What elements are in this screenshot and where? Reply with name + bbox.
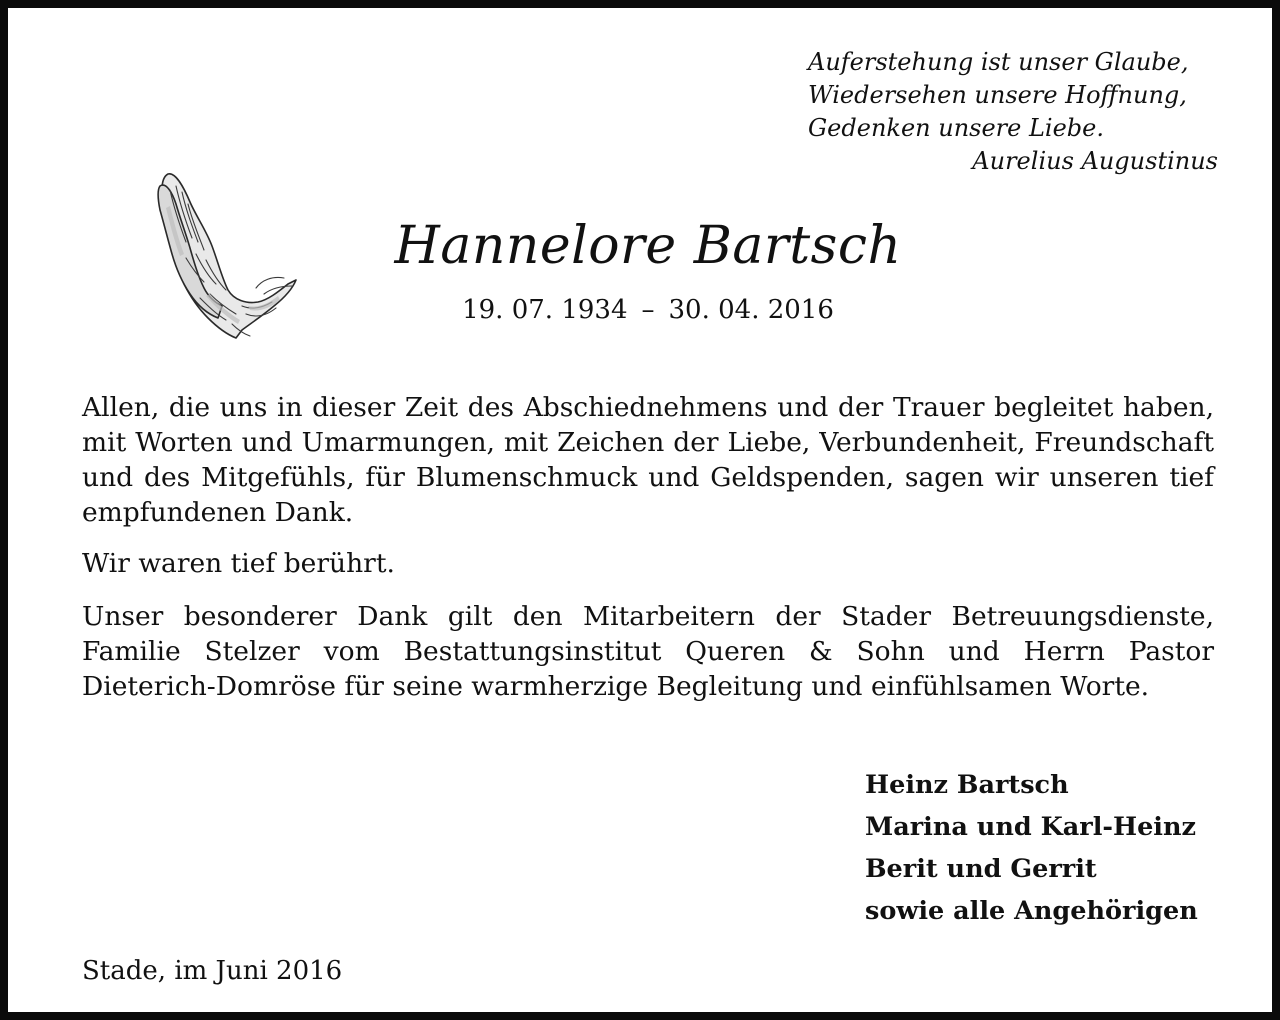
quote-line: Gedenken unsere Liebe. <box>808 114 1104 142</box>
deceased-name: Hannelore Bartsch <box>394 216 902 276</box>
date-separator: – <box>641 295 655 325</box>
special-thanks-paragraph: Unser besonderer Dank gilt den Mitarbeitern der Stader Betreuungsdienste, Familie Stelzer vom Bestattungsinstitut Queren & Sohn und Herrn Pastor Dieterich-Domröse für seine warmherzige Begleitung und einfühlsamen Worte. <box>82 601 1214 702</box>
signer: Heinz Bartsch <box>865 770 1069 800</box>
quote-line: Auferstehung ist unser Glaube, <box>808 48 1189 76</box>
thanks-paragraph: Allen, die uns in dieser Zeit des Abschiednehmens und der Trauer begleitet haben, mit Worten und Umarmungen, mit Zeichen der Liebe, Verbundenheit, Freundschaft und des Mitgefühls, für Blumenschmuck und Geldspenden, sagen wir unseren tief empfundenen Dank. <box>82 392 1214 528</box>
signer: sowie alle Angehörigen <box>865 896 1198 926</box>
signer: Marina und Karl-Heinz <box>865 812 1197 842</box>
touched-paragraph: Wir waren tief berührt. <box>82 548 395 579</box>
quote-author: Aurelius Augustinus <box>972 147 1218 175</box>
signers-list <box>865 764 1225 932</box>
quote-line: Wiedersehen unsere Hoffnung, <box>808 81 1187 109</box>
death-date: 30. 04. 2016 <box>668 295 834 325</box>
epigraph-quote <box>808 46 1218 178</box>
birth-date: 19. 07. 1934 <box>462 295 628 325</box>
place-and-date: Stade, im Juni 2016 <box>82 956 343 986</box>
praying-hands-icon <box>146 168 306 344</box>
signer: Berit und Gerrit <box>865 854 1097 884</box>
life-dates <box>328 292 968 328</box>
